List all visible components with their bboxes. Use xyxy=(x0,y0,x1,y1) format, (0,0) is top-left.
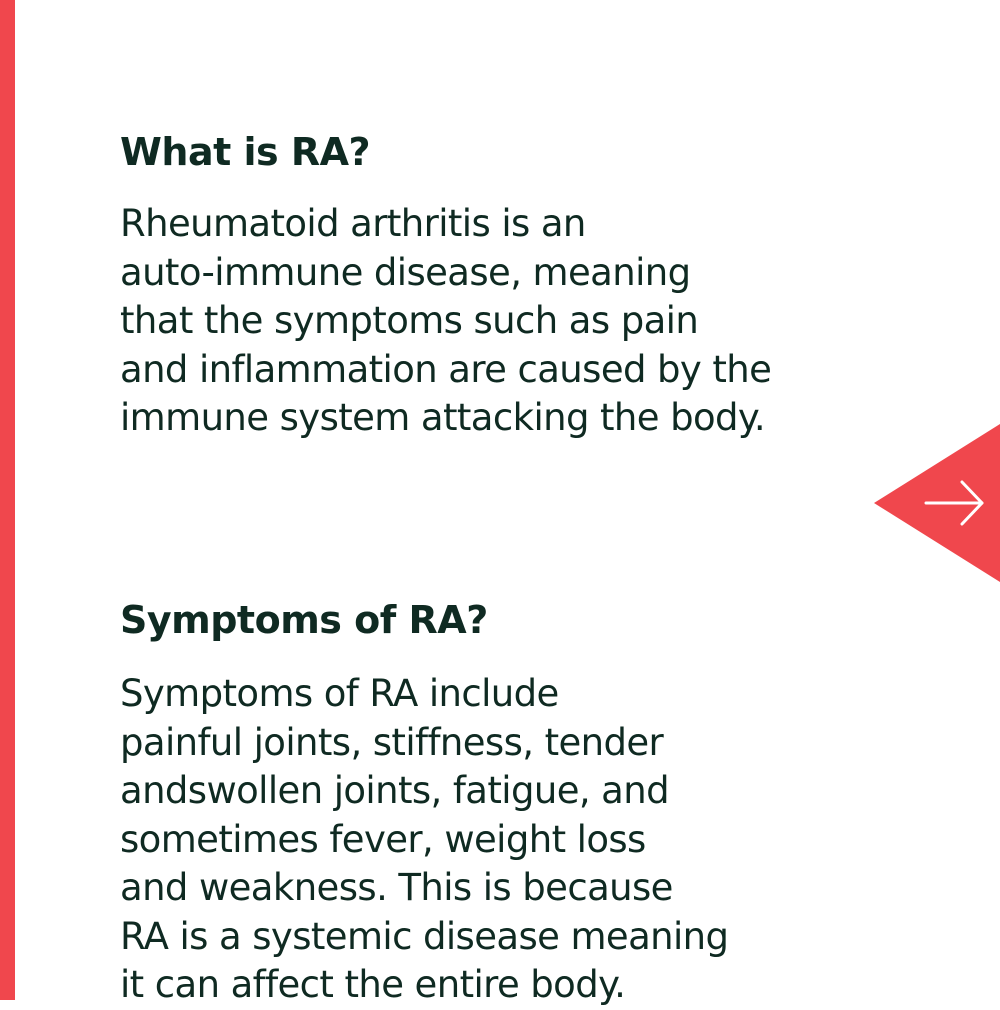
section-heading-symptoms: Symptoms of RA? xyxy=(120,598,488,642)
body-line: that the symptoms such as pain xyxy=(120,299,699,342)
body-line: RA is a systemic disease meaning xyxy=(120,914,729,958)
next-slide-button[interactable] xyxy=(874,424,1000,582)
left-accent-bar xyxy=(0,0,15,1000)
body-line: it can affect the entire body. xyxy=(120,963,626,1006)
body-line: Rheumatoid arthritis is an xyxy=(120,202,586,245)
body-line: sometimes fever, weight loss xyxy=(120,817,646,861)
body-line: and weakness. This is because xyxy=(120,866,673,909)
body-line: auto-immune disease, meaning xyxy=(120,250,691,294)
body-line: immune system attacking the body. xyxy=(120,396,766,439)
section-body-symptoms xyxy=(120,670,728,1010)
arrow-right-icon xyxy=(874,424,1000,582)
section-body-what-is-ra xyxy=(120,200,771,443)
body-line: andswollen joints, fatigue, and xyxy=(120,769,669,812)
body-line: and inflammation are caused by the xyxy=(120,347,772,391)
body-line: painful joints, stiffness, tender xyxy=(120,720,664,764)
section-heading-what-is-ra: What is RA? xyxy=(120,130,371,174)
body-line: Symptoms of RA include xyxy=(120,672,559,715)
